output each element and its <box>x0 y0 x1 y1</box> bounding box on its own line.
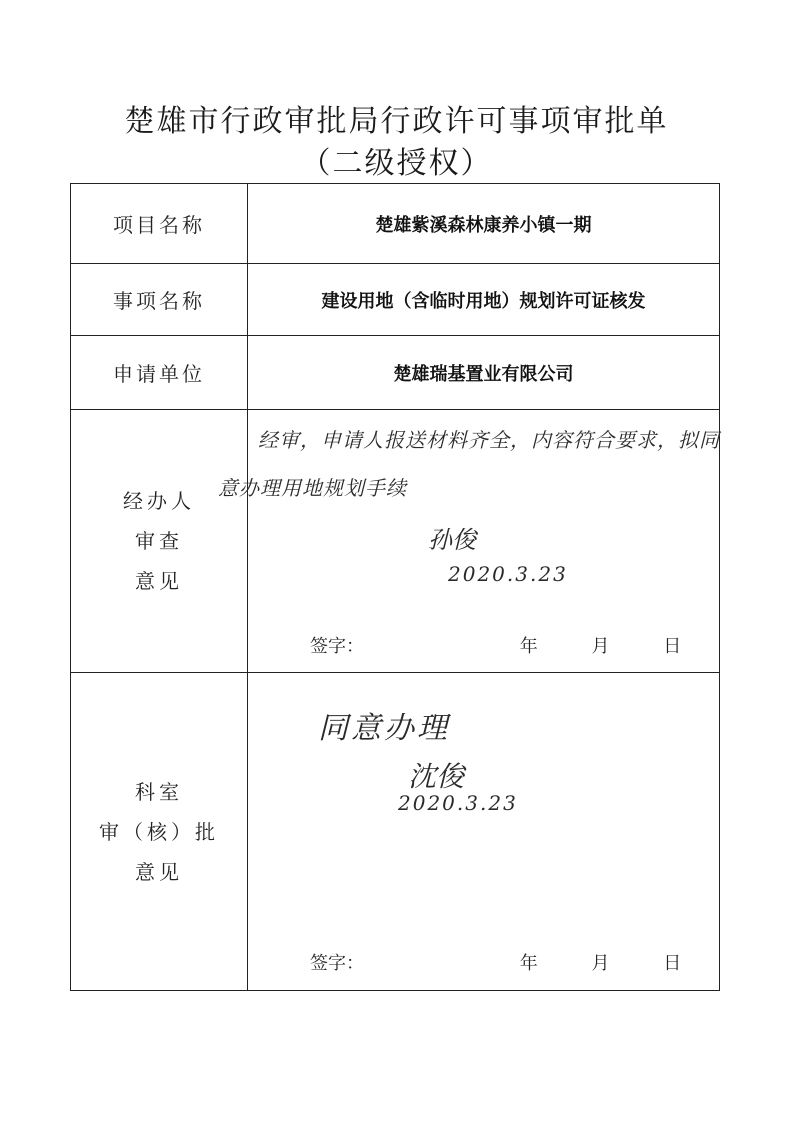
handler-signature-line <box>310 632 681 658</box>
handler-year-label: 年 <box>519 636 538 657</box>
handler-review-row <box>71 410 720 673</box>
section-label-line3: 意见 <box>135 859 183 884</box>
matter-name-label: 事项名称 <box>71 264 248 336</box>
matter-row <box>71 264 720 336</box>
handler-month-label: 月 <box>591 636 610 657</box>
section-day-label: 日 <box>663 953 682 974</box>
section-handwritten-opinion: 同意办理 <box>318 711 450 746</box>
section-label-line1: 科室 <box>135 779 183 804</box>
handler-day-label: 日 <box>663 636 682 657</box>
document-title: 楚雄市行政审批局行政许可事项审批单 <box>124 104 669 139</box>
handler-label-line2: 审查 <box>135 529 183 553</box>
handler-label-line3: 意见 <box>135 569 183 593</box>
applicant-value: 楚雄瑞基置业有限公司 <box>248 336 720 410</box>
project-row <box>71 184 720 264</box>
section-sign-label: 签字： <box>310 953 364 974</box>
handler-review-opinion <box>218 410 720 673</box>
section-review-row <box>71 673 720 991</box>
section-signature-line <box>310 949 681 975</box>
handler-review-label <box>71 410 248 673</box>
applicant-row <box>71 336 720 410</box>
project-name-value: 楚雄紫溪森林康养小镇一期 <box>248 184 720 264</box>
handler-handwritten-signature: 孙俊 <box>428 526 476 554</box>
approval-form-table <box>70 183 720 991</box>
handler-handwritten-line1: 经审，申请人报送材料齐全，内容符合要求，拟同 <box>258 428 720 452</box>
handler-handwritten-line2: 意办理用地规划手续 <box>218 476 407 500</box>
section-month-label: 月 <box>591 953 610 974</box>
handler-label-line1: 经办人 <box>123 489 195 513</box>
section-label-line2: 审（核）批 <box>99 819 219 844</box>
handler-sign-label: 签字： <box>310 636 364 657</box>
project-name-label: 项目名称 <box>71 184 248 264</box>
section-review-opinion <box>248 673 720 991</box>
document-subtitle: （二级授权） <box>300 146 493 181</box>
section-handwritten-signature: 沈俊 <box>408 760 465 793</box>
section-handwritten-date: 2020.3.23 <box>398 791 518 815</box>
section-review-label <box>71 673 248 991</box>
handler-handwritten-date: 2020.3.23 <box>448 562 568 586</box>
section-year-label: 年 <box>519 953 538 974</box>
matter-name-value: 建设用地（含临时用地）规划许可证核发 <box>248 264 720 336</box>
applicant-label: 申请单位 <box>71 336 248 410</box>
